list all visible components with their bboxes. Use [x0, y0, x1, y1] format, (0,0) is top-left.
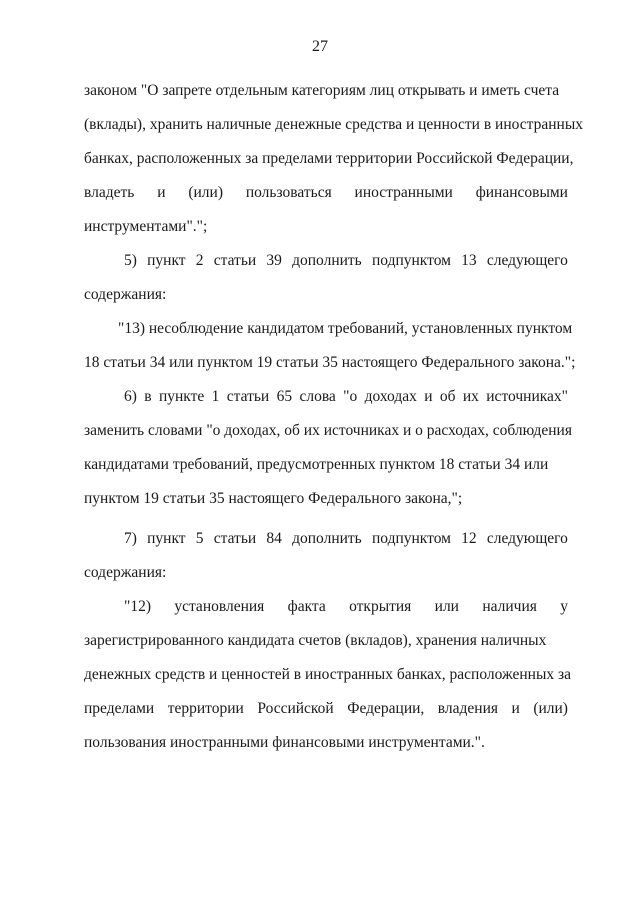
text-line: [84, 692, 568, 726]
word: у: [560, 598, 568, 615]
word: 12: [461, 530, 477, 547]
word: пользоваться: [245, 184, 332, 201]
word: 5): [124, 252, 137, 269]
word: их: [462, 388, 479, 405]
text-line: содержания:: [84, 564, 167, 581]
text-line-justified: [84, 176, 568, 210]
text-line: кандидатами требований, предусмотренных пунктом 18 статьи 34 или: [84, 456, 549, 473]
word: следующего: [486, 252, 568, 269]
word: пункт: [147, 530, 186, 547]
word: 65: [276, 388, 293, 405]
word: 1: [211, 388, 220, 405]
paragraph-continuation: [84, 74, 583, 244]
word: иностранными: [354, 184, 453, 201]
word: статьи: [226, 388, 270, 405]
text-line: "13) несоблюдение кандидатом требований, установленных пунктом: [118, 320, 573, 337]
word: слова: [299, 388, 336, 405]
word: территории: [167, 700, 244, 717]
word: (или): [533, 700, 568, 717]
word: 6): [124, 388, 137, 405]
word: доходах: [364, 388, 417, 405]
text-line: [124, 522, 568, 556]
text-line: (вклады), хранить наличные денежные средства и ценности в иностранных: [84, 116, 583, 133]
page-number: 27: [312, 38, 328, 55]
word: пункте: [158, 388, 205, 405]
word: пределами: [84, 700, 155, 717]
word: и: [511, 700, 520, 717]
word: дополнить: [292, 252, 362, 269]
word: установления: [174, 598, 265, 615]
word: в: [144, 388, 152, 405]
word: факта: [287, 598, 326, 615]
word: дополнить: [292, 530, 362, 547]
word: владеть: [84, 184, 135, 201]
word: 7): [124, 530, 137, 547]
word: 5: [195, 530, 204, 547]
word: "12): [124, 598, 151, 615]
word: 13: [461, 252, 477, 269]
word: и: [157, 184, 166, 201]
word: финансовыми: [475, 184, 568, 201]
word: подпунктом: [371, 252, 451, 269]
text-line: банках, расположенных за пределами территории Российской Федерации,: [84, 150, 574, 167]
text-line: пользования иностранными финансовыми инструментами.".: [84, 734, 485, 751]
word: Федерации,: [347, 700, 425, 717]
text-line: [124, 590, 568, 624]
text-line: инструментами".";: [84, 218, 208, 235]
word: и: [424, 388, 433, 405]
word: открытия: [349, 598, 412, 615]
text-line: заменить словами "о доходах, об их источниках и о расходах, соблюдения: [84, 422, 572, 439]
word: следующего: [486, 530, 568, 547]
text-line: 18 статьи 34 или пунктом 19 статьи 35 настоящего Федерального закона.";: [84, 354, 576, 371]
word: Российской: [257, 700, 334, 717]
word: об: [439, 388, 456, 405]
word: (или): [188, 184, 223, 201]
paragraph-quote-12: [84, 590, 571, 760]
word: пункт: [147, 252, 186, 269]
word: владения: [437, 700, 499, 717]
paragraph-quote-13: [84, 312, 575, 380]
paragraph-item-6: [84, 380, 572, 516]
text-line: зарегистрированного кандидата счетов (вкладов), хранения наличных: [84, 632, 547, 649]
text-line: пунктом 19 статьи 35 настоящего Федерального закона,";: [84, 490, 463, 507]
paragraph-item-7: [84, 522, 568, 590]
word: статьи: [213, 530, 257, 547]
word: 39: [266, 252, 282, 269]
word: "о: [343, 388, 358, 405]
word: наличия: [482, 598, 537, 615]
word: статьи: [213, 252, 257, 269]
word: подпунктом: [371, 530, 451, 547]
text-line: [124, 380, 568, 414]
text-line: [124, 244, 568, 278]
text-line: содержания:: [84, 286, 167, 303]
text-line: денежных средств и ценностей в иностранных банках, расположенных за: [84, 666, 572, 683]
word: 2: [195, 252, 204, 269]
paragraph-item-5: [84, 244, 568, 312]
text-line: законом "О запрете отдельным категориям лиц открывать и иметь счета: [84, 82, 560, 99]
word: источниках": [486, 388, 568, 405]
word: 84: [266, 530, 282, 547]
word: или: [434, 598, 459, 615]
